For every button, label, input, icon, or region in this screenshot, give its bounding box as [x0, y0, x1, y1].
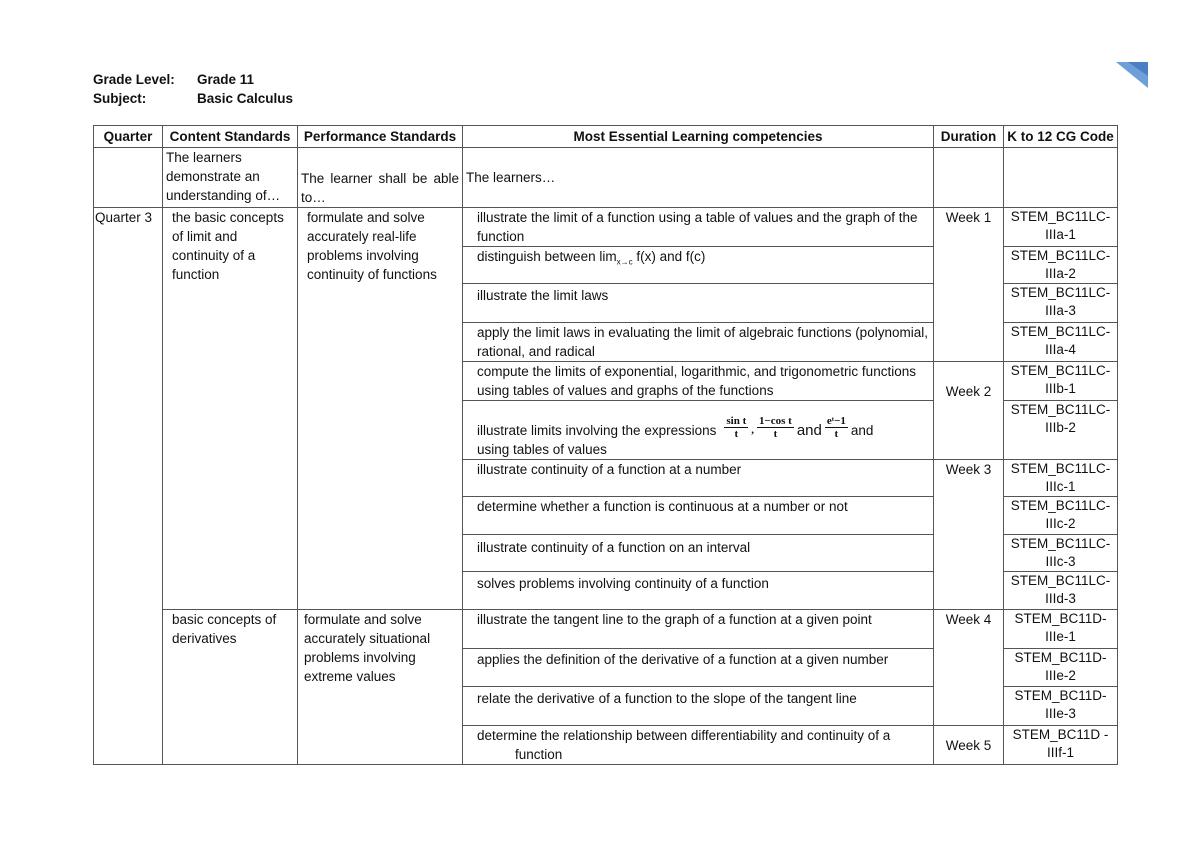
subject-value: Basic Calculus — [197, 91, 294, 106]
header-performance-standards: Performance Standards — [298, 126, 463, 148]
cg-code: STEM_BC11LC-IIId-3 — [1004, 572, 1118, 610]
melc-cell: illustrate the limit of a function using a table of values and the graph of the function — [463, 208, 934, 247]
melc-cell: solves problems involving continuity of a function — [463, 572, 934, 610]
fraction-cos: $\frac{\text{1−cos t}}{t}$ — [758, 415, 792, 440]
header-duration: Duration — [934, 126, 1004, 148]
duration-week-3: Week 3 — [934, 460, 1004, 610]
performance-standard-derivatives: formulate and solve accurately situational problems involving extreme values — [298, 610, 463, 765]
melc-cell: compute the limits of exponential, logarithmic, and trigonometric functions using tables of values and graphs of the functions — [463, 362, 934, 401]
melc-cell: determine the relationship between differentiability and continuity of a function — [463, 726, 934, 765]
melc-cell: illustrate continuity of a function at a number — [463, 460, 934, 497]
content-standard-limits: the basic concepts of limit and continuity of a function — [163, 208, 298, 610]
melc-cell: relate the derivative of a function to the slope of the tangent line — [463, 687, 934, 726]
cg-code: STEM_BC11LC-IIIa-1 — [1004, 208, 1118, 247]
cg-code: STEM_BC11LC-IIIc-3 — [1004, 535, 1118, 572]
melc-cell: applies the definition of the derivative of a function at a given number — [463, 649, 934, 687]
melc-table — [93, 125, 1118, 765]
fraction-sin: $\frac{\text{sin t}}{t}$ — [726, 415, 747, 440]
header-cg-code: K to 12 CG Code — [1004, 126, 1118, 148]
cg-code: STEM_BC11LC-IIIb-2 — [1004, 401, 1118, 460]
duration-week-5: Week 5 — [934, 726, 1004, 765]
cg-code: STEM_BC11D - IIIf-1 — [1004, 726, 1118, 765]
document-meta — [93, 70, 293, 108]
grade-level-label: Grade Level: — [93, 72, 175, 87]
performance-standard-limits: formulate and solve accurately real-life problems involving continuity of functions — [298, 208, 463, 610]
header-content-standards: Content Standards — [163, 126, 298, 148]
cg-code: STEM_BC11LC-IIIa-3 — [1004, 284, 1118, 323]
cg-code: STEM_BC11D-IIIe-2 — [1004, 649, 1118, 687]
cg-code: STEM_BC11LC-IIIc-1 — [1004, 460, 1118, 497]
subheader-row — [94, 148, 1118, 208]
melc-cell: illustrate continuity of a function on an interval — [463, 535, 934, 572]
table-row — [94, 610, 1118, 649]
cg-code: STEM_BC11D-IIIe-1 — [1004, 610, 1118, 649]
grade-level-value: Grade 11 — [197, 72, 255, 87]
melc-cell: illustrate the tangent line to the graph of a function at a given point — [463, 610, 934, 649]
cg-code: STEM_BC11D-IIIe-3 — [1004, 687, 1118, 726]
melc-cell: determine whether a function is continuous at a number or not — [463, 497, 934, 535]
subheader-content: The learners demonstrate an understanding of… — [163, 148, 298, 208]
cg-code: STEM_BC11LC-IIIa-2 — [1004, 247, 1118, 284]
subheader-melc: The learners… — [463, 148, 934, 208]
melc-cell: illustrate limits involving the expressions $\frac{\text{sin t}}{t}$ , $\frac{\text{1−cos t}}{t}$ and $\frac{\text{eᵗ−1}}{t}$ and using tables of values — [463, 401, 934, 460]
corner-triangle-decoration — [1116, 62, 1148, 88]
subheader-performance: The learner shall be able to… — [298, 148, 463, 208]
melc-cell: illustrate the limit laws — [463, 284, 934, 323]
duration-week-2: Week 2 — [934, 362, 1004, 460]
cg-code: STEM_BC11LC-IIIb-1 — [1004, 362, 1118, 401]
cg-code: STEM_BC11LC-IIIc-2 — [1004, 497, 1118, 535]
header-quarter: Quarter — [94, 126, 163, 148]
table-row — [94, 208, 1118, 247]
table-header-row — [94, 126, 1118, 148]
subject-label: Subject: — [93, 91, 147, 106]
fraction-exp: $\frac{\text{eᵗ−1}}{t}$ — [826, 415, 846, 440]
quarter-cell: Quarter 3 — [94, 208, 163, 765]
duration-week-1: Week 1 — [934, 208, 1004, 362]
content-standard-derivatives: basic concepts of derivatives — [163, 610, 298, 765]
melc-cell: distinguish between $\lim_{x\to c} f(x)$ and f(c) — [463, 247, 934, 284]
melc-cell: apply the limit laws in evaluating the limit of algebraic functions (polynomial, rational, and radical — [463, 323, 934, 362]
cg-code: STEM_BC11LC-IIIa-4 — [1004, 323, 1118, 362]
header-melc: Most Essential Learning competencies — [463, 126, 934, 148]
duration-week-4: Week 4 — [934, 610, 1004, 726]
